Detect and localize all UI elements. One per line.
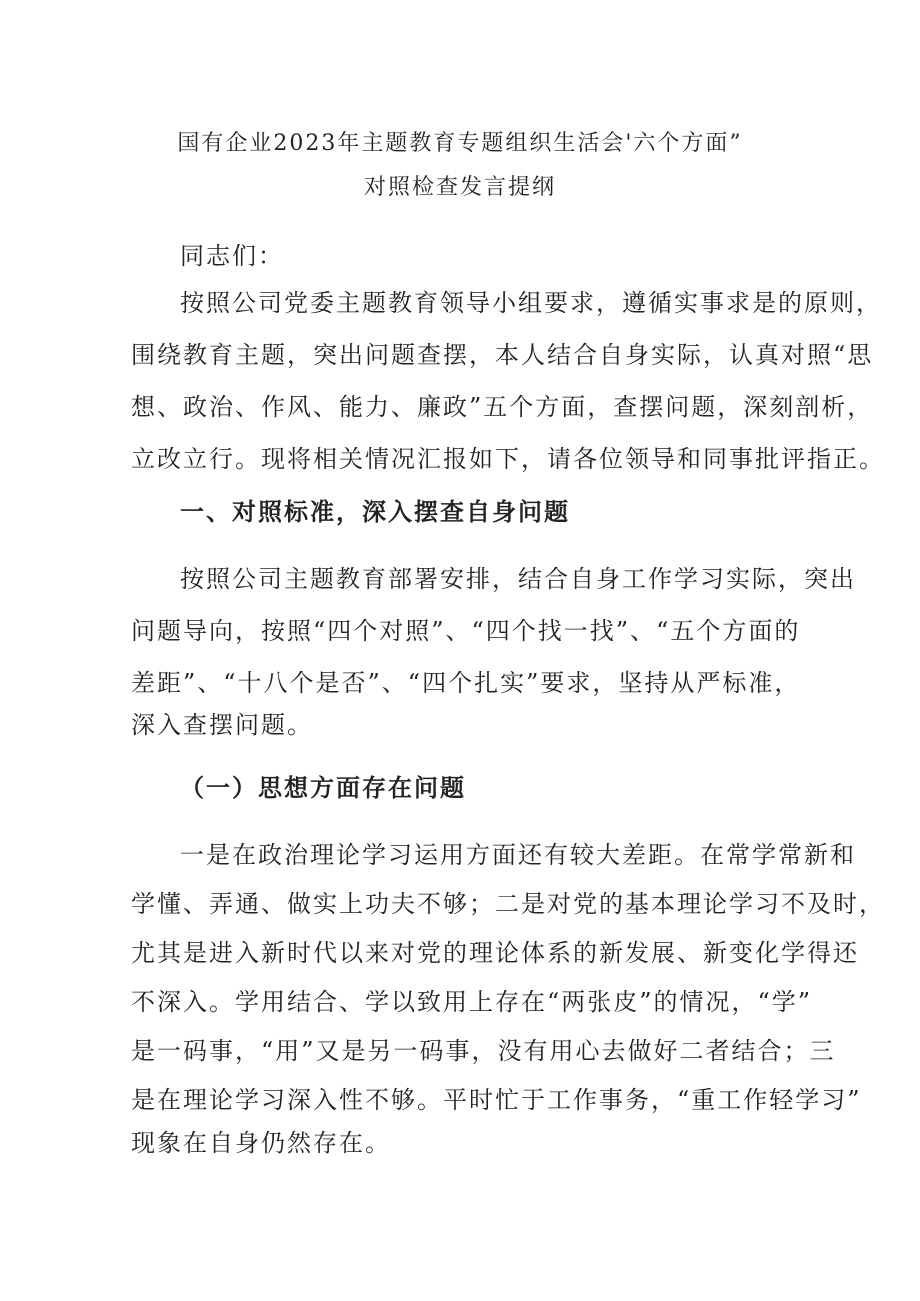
subsection-1-line-1: 一是在政治理论学习运用方面还有较大差距。在常学常新和 bbox=[180, 841, 856, 869]
subsection-1-line-5: 是一码事，“用”又是另一码事，没有用心去做好二者结合；三 bbox=[131, 1037, 836, 1065]
intro-line-4: 立改立行。现将相关情况汇报如下，请各位领导和同事批评指正。 bbox=[131, 445, 885, 473]
section-1-line-1: 按照公司主题教育部署安排，结合自身工作学习实际，突出 bbox=[180, 565, 856, 593]
subsection-1-line-2: 学懂、弄通、做实上功夫不够；二是对党的基本理论学习不及时， bbox=[131, 890, 885, 918]
subsection-1-line-7: 现象在自身仍然存在。 bbox=[131, 1129, 391, 1157]
subsection-1-line-4: 不深入。学用结合、学以致用上存在“两张皮”的情况，“学” bbox=[131, 988, 813, 1016]
section-1-line-2: 问题导向，按照“四个对照”、“四个找一找”、“五个方面的 bbox=[131, 617, 801, 645]
subsection-1-line-6: 是在理论学习深入性不够。平时忙于工作事务，“重工作轻学习” bbox=[131, 1086, 862, 1114]
subsection-1-heading: （一）思想方面存在问题 bbox=[180, 774, 466, 802]
salutation: 同志们： bbox=[180, 242, 284, 270]
intro-line-1: 按照公司党委主题教育领导小组要求，遵循实事求是的原则， bbox=[180, 289, 882, 317]
section-1-heading: 一、对照标准，深入摆查自身问题 bbox=[180, 498, 570, 526]
section-1-line-3: 差距”、“十八个是否”、“四个扎实”要求，坚持从严标准， bbox=[131, 669, 801, 697]
section-1-line-4: 深入查摆问题。 bbox=[131, 711, 313, 739]
document-title-line-1: 国有企业2023年主题教育专题组织生活会'六个方面” bbox=[177, 131, 743, 156]
intro-line-2: 围绕教育主题，突出问题查摆，本人结合自身实际，认真对照“思 bbox=[131, 341, 874, 369]
subsection-1-line-3: 尤其是进入新时代以来对党的理论体系的新发展、新变化学得还 bbox=[131, 939, 859, 967]
intro-line-3: 想、政治、作风、能力、廉政”五个方面，查摆问题，深刻剖析， bbox=[131, 393, 874, 421]
document-title-line-2: 对照检查发言提纲 bbox=[363, 175, 556, 200]
